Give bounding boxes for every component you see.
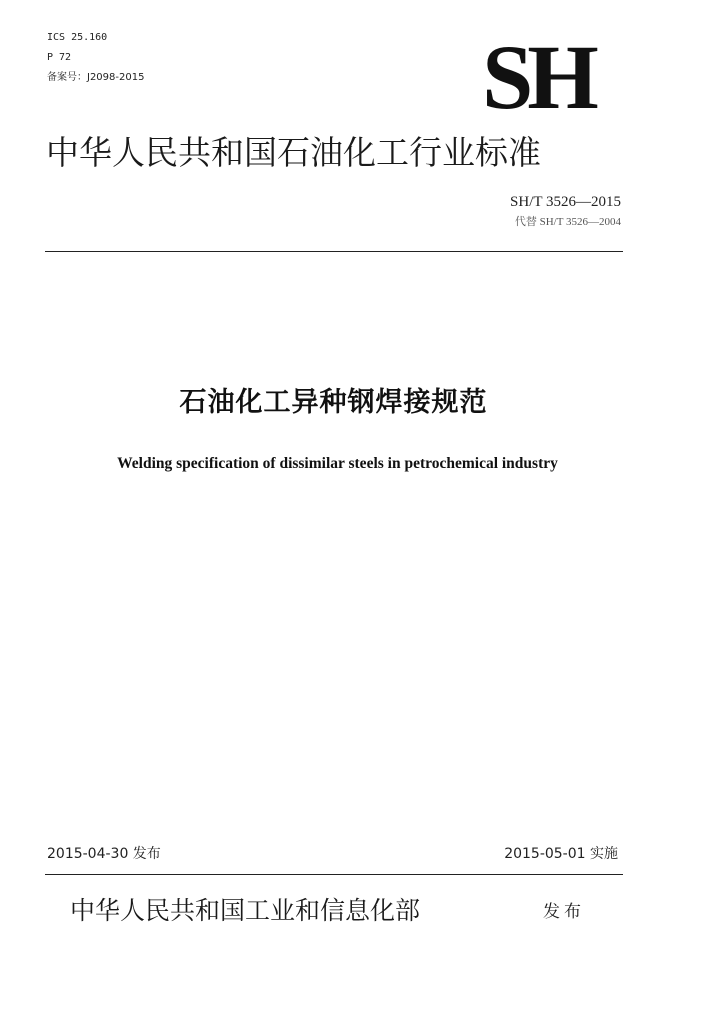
sh-logo: SH bbox=[482, 40, 593, 115]
document-title-chinese bbox=[0, 385, 707, 421]
ics-code: ICS 25.160 bbox=[47, 32, 108, 43]
document-title-english-text: Welding specification of dissimilar steels in petrochemical industry bbox=[117, 455, 558, 472]
publisher-name: 中华人民共和国工业和信息化部 bbox=[70, 896, 421, 925]
filing-number: 备案号：J2098-2015 bbox=[47, 72, 145, 83]
replaced-standard: 代替 SH/T 3526—2004 bbox=[514, 216, 621, 228]
industry-standard-title: 中华人民共和国石油化工行业标准 bbox=[46, 133, 541, 172]
implementation-date: 2015-05-01 实施 bbox=[504, 846, 618, 862]
category-code: P 72 bbox=[47, 52, 72, 63]
bottom-divider bbox=[45, 874, 623, 875]
publish-label: 发布 bbox=[543, 902, 585, 922]
document-title-chinese-text: 石油化工异种钢焊接规范 bbox=[179, 387, 488, 418]
standard-number: SH/T 3526—2015 bbox=[510, 194, 621, 210]
issue-date: 2015-04-30 发布 bbox=[47, 846, 161, 862]
document-title-english bbox=[0, 455, 707, 473]
top-divider bbox=[45, 251, 623, 252]
